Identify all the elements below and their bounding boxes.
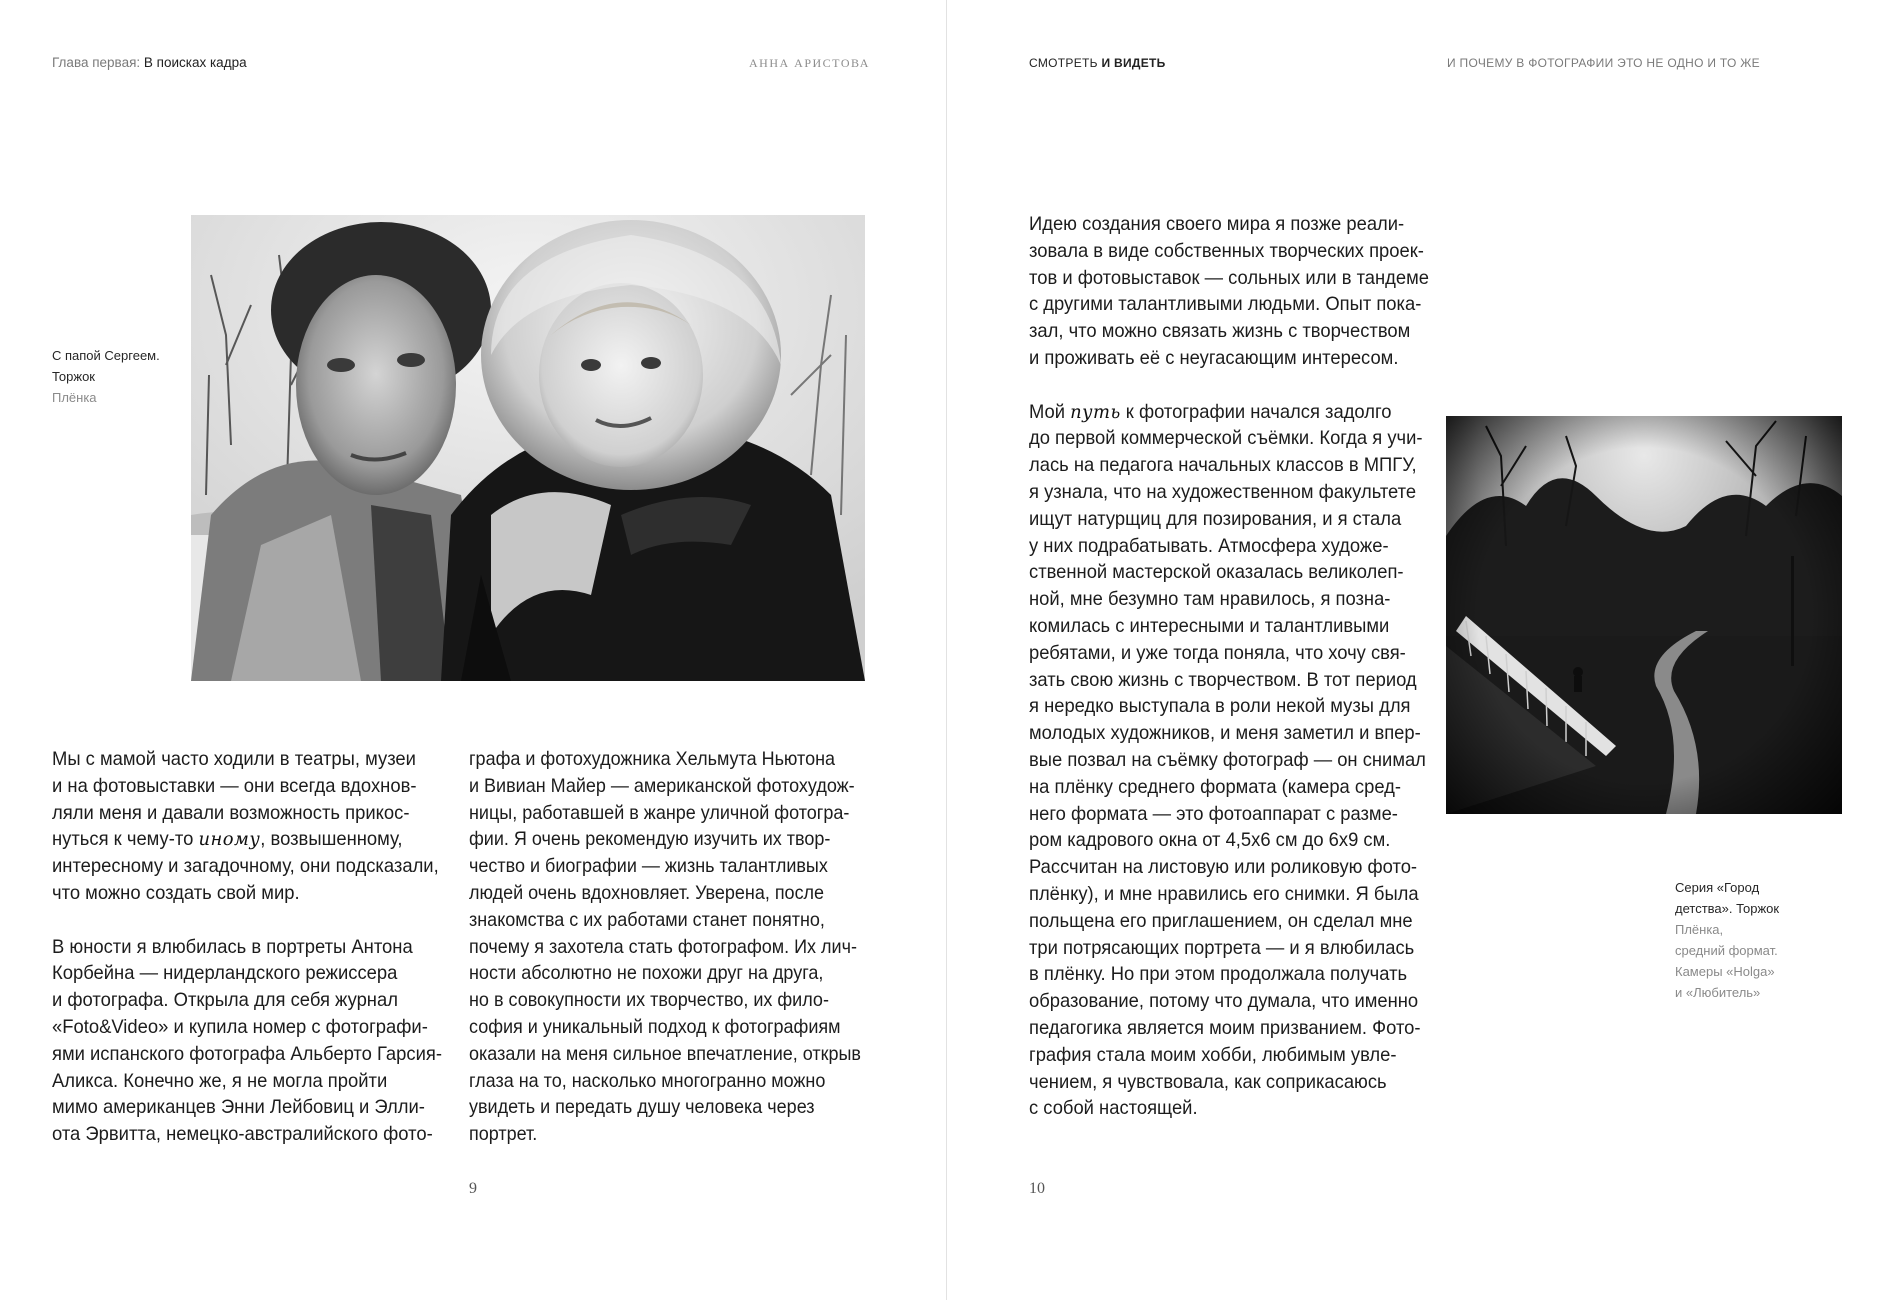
park-stairs-photo bbox=[1446, 416, 1842, 814]
caption-line: и «Любитель» bbox=[1675, 985, 1761, 1000]
text-line: плёнку), и мне нравились его снимки. Я была bbox=[1029, 882, 1419, 905]
text-line: комилась с интересными и талантливыми bbox=[1029, 614, 1390, 637]
title-part-2: И ВИДЕТЬ bbox=[1101, 56, 1166, 70]
text-line: но в совокупности их творчество, их фило- bbox=[469, 989, 829, 1012]
running-header-chapter bbox=[52, 55, 247, 71]
text-line: чением, я чувствовала, как соприкасаюсь bbox=[1029, 1070, 1387, 1093]
running-header-title bbox=[1029, 55, 1166, 71]
text-line: графа и фотохудожника Хельмута Ньютона bbox=[469, 748, 836, 770]
text-line: ром кадрового окна от 4,5х6 см до 6х9 см. bbox=[1029, 829, 1391, 852]
text-line: ной, мне безумно там нравилось, я позна- bbox=[1029, 588, 1391, 611]
text-line: ями испанского фотографа Альберто Гарсия- bbox=[52, 1042, 442, 1065]
portrait-photo-image bbox=[191, 215, 865, 681]
text-line: зал, что можно связать жизнь с творчеством bbox=[1029, 320, 1411, 343]
page-number-right: 10 bbox=[1029, 1180, 1045, 1197]
text-line: образование, потому что думала, что именно bbox=[1029, 990, 1419, 1013]
caption-line: Серия «Город bbox=[1675, 880, 1760, 895]
handwritten-word: путь bbox=[1070, 400, 1121, 423]
text-line: мимо американцев Энни Лейбовиц и Элли- bbox=[52, 1096, 425, 1119]
text-line: на плёнку среднего формата (камера сред- bbox=[1029, 775, 1401, 798]
park-stairs-photo-image bbox=[1446, 416, 1842, 814]
page-number-left: 9 bbox=[469, 1180, 477, 1197]
chapter-prefix: Глава первая: bbox=[52, 55, 141, 70]
text-line: и фотографа. Открыла для себя журнал bbox=[52, 989, 398, 1012]
text-line: чество и биографии — жизнь талантливых bbox=[469, 855, 828, 878]
text-line: него формата — это фотоаппарат с разме- bbox=[1029, 802, 1398, 825]
text-line: Идею создания своего мира я позже реали- bbox=[1029, 213, 1405, 235]
left-page bbox=[0, 0, 946, 1300]
right-page-text bbox=[1029, 211, 1429, 1149]
text-line: зать свою жизнь с творчеством. В тот период bbox=[1029, 668, 1417, 691]
text-line: В юности я влюбилась в портреты Антона bbox=[52, 935, 413, 958]
paragraph bbox=[52, 934, 442, 1148]
text-line: до первой коммерческой съёмки. Когда я учи- bbox=[1029, 427, 1423, 450]
text-line: лась на педагога начальных классов в МПГУ, bbox=[1029, 454, 1417, 477]
caption-line: Плёнка, bbox=[1675, 922, 1724, 937]
text-line: вые позвал на съёмку фотограф — он снимал bbox=[1029, 748, 1426, 771]
paragraph bbox=[1029, 211, 1429, 372]
text-fragment: Мой bbox=[1029, 400, 1066, 423]
text-line: увидеть и передать душу человека через bbox=[469, 1096, 815, 1119]
right-page bbox=[947, 0, 1896, 1300]
photo-caption-right bbox=[1675, 877, 1779, 1003]
title-part-1: СМОТРЕТЬ bbox=[1029, 56, 1098, 70]
text-fragment: , возвышенному, bbox=[260, 828, 403, 851]
text-line: почему я захотела стать фотографом. Их лич- bbox=[469, 935, 857, 958]
text-line: что можно создать свой мир. bbox=[52, 881, 300, 904]
text-fragment: к фотографии начался задолго bbox=[1125, 400, 1392, 423]
text-line bbox=[1029, 399, 1429, 426]
caption-film-type: Плёнка bbox=[52, 390, 97, 405]
text-fragment: нуться к чему-то bbox=[52, 828, 194, 851]
paragraph bbox=[52, 746, 442, 907]
text-line: тов и фотовыставок — сольных или в тандеме bbox=[1029, 266, 1429, 289]
running-header-author: АННА АРИСТОВА bbox=[749, 56, 870, 70]
text-line: с собой настоящей. bbox=[1029, 1097, 1198, 1120]
text-line: ота Эрвитта, немецко-австралийского фото- bbox=[52, 1123, 433, 1146]
text-line: педагогика является моим призванием. Фото- bbox=[1029, 1016, 1421, 1039]
text-line: графия стала моим хобби, любимым увле- bbox=[1029, 1043, 1397, 1066]
caption-line: Камеры «Holga» bbox=[1675, 964, 1775, 979]
text-line: я нередко выступала в роли некой музы для bbox=[1029, 695, 1411, 718]
photo-caption-left bbox=[52, 345, 160, 408]
paragraph bbox=[469, 746, 861, 1148]
text-line: молодых художников, и меня заметил и впер- bbox=[1029, 722, 1421, 745]
text-line: и проживать её с неугасающим интересом. bbox=[1029, 346, 1399, 369]
text-line: и Вивиан Майер — американской фотохудож- bbox=[469, 774, 855, 797]
caption-line: детства». Торжок bbox=[1675, 901, 1780, 916]
text-line: ляли меня и давали возможность прикос- bbox=[52, 801, 410, 824]
text-line: «Foto&Video» и купила номер с фотографи- bbox=[52, 1015, 428, 1038]
text-line: Корбейна — нидерландского режиссера bbox=[52, 962, 398, 985]
text-line: фии. Я очень рекомендую изучить их твор- bbox=[469, 828, 831, 851]
text-line: Мы с мамой часто ходили в театры, музеи bbox=[52, 748, 416, 770]
running-header-subtitle: И ПОЧЕМУ В ФОТОГРАФИИ ЭТО НЕ ОДНО И ТО ЖЕ bbox=[1447, 56, 1760, 70]
caption-line: Торжок bbox=[52, 369, 95, 384]
text-line: оказали на меня сильное впечатление, открыв bbox=[469, 1042, 861, 1065]
text-line: портрет. bbox=[469, 1123, 538, 1146]
text-line: знакомства с их работами станет понятно, bbox=[469, 908, 825, 931]
text-line: три потрясающих портрета — и я влюбилась bbox=[1029, 936, 1415, 959]
left-page-column-2 bbox=[469, 746, 861, 1175]
text-line: интересному и загадочному, они подсказали, bbox=[52, 855, 439, 878]
text-line: ности абсолютно не похожи друг на друга, bbox=[469, 962, 824, 985]
text-line: я узнала, что на художественном факультете bbox=[1029, 480, 1417, 503]
text-line: ственной мастерской оказалась великолеп- bbox=[1029, 561, 1404, 584]
handwritten-word: иному bbox=[198, 828, 261, 851]
paragraph bbox=[1029, 399, 1429, 1123]
text-line: Аликса. Конечно же, я не могла пройти bbox=[52, 1069, 388, 1092]
portrait-photo bbox=[191, 215, 865, 681]
caption-line: С папой Сергеем. bbox=[52, 348, 160, 363]
text-line: в плёнку. Но при этом продолжала получать bbox=[1029, 963, 1408, 986]
text-line: с другими талантливыми людьми. Опыт пока- bbox=[1029, 293, 1422, 316]
chapter-title: В поисках кадра bbox=[143, 55, 247, 70]
caption-line: средний формат. bbox=[1675, 943, 1778, 958]
text-line: глаза на то, насколько многогранно можно bbox=[469, 1069, 826, 1092]
text-line: зовала в виде собственных творческих проек- bbox=[1029, 239, 1424, 262]
text-line: Рассчитан на листовую или роликовую фото- bbox=[1029, 856, 1418, 879]
text-line: ребятами, и уже тогда поняла, что хочу свя- bbox=[1029, 641, 1406, 664]
text-line: софия и уникальный подход к фотографиям bbox=[469, 1015, 841, 1038]
left-page-column-1 bbox=[52, 746, 442, 1175]
text-line: и на фотовыставки — они всегда вдохнов- bbox=[52, 774, 417, 797]
text-line: ищут натурщиц для позирования, и я стала bbox=[1029, 507, 1402, 530]
text-line: польщена его приглашением, он сделал мне bbox=[1029, 909, 1413, 932]
text-line: людей очень вдохновляет. Уверена, после bbox=[469, 881, 825, 904]
text-line bbox=[52, 826, 442, 853]
text-line: ницы, работавшей в жанре уличной фотогра- bbox=[469, 801, 850, 824]
text-line: у них подрабатывать. Атмосфера художе- bbox=[1029, 534, 1389, 557]
